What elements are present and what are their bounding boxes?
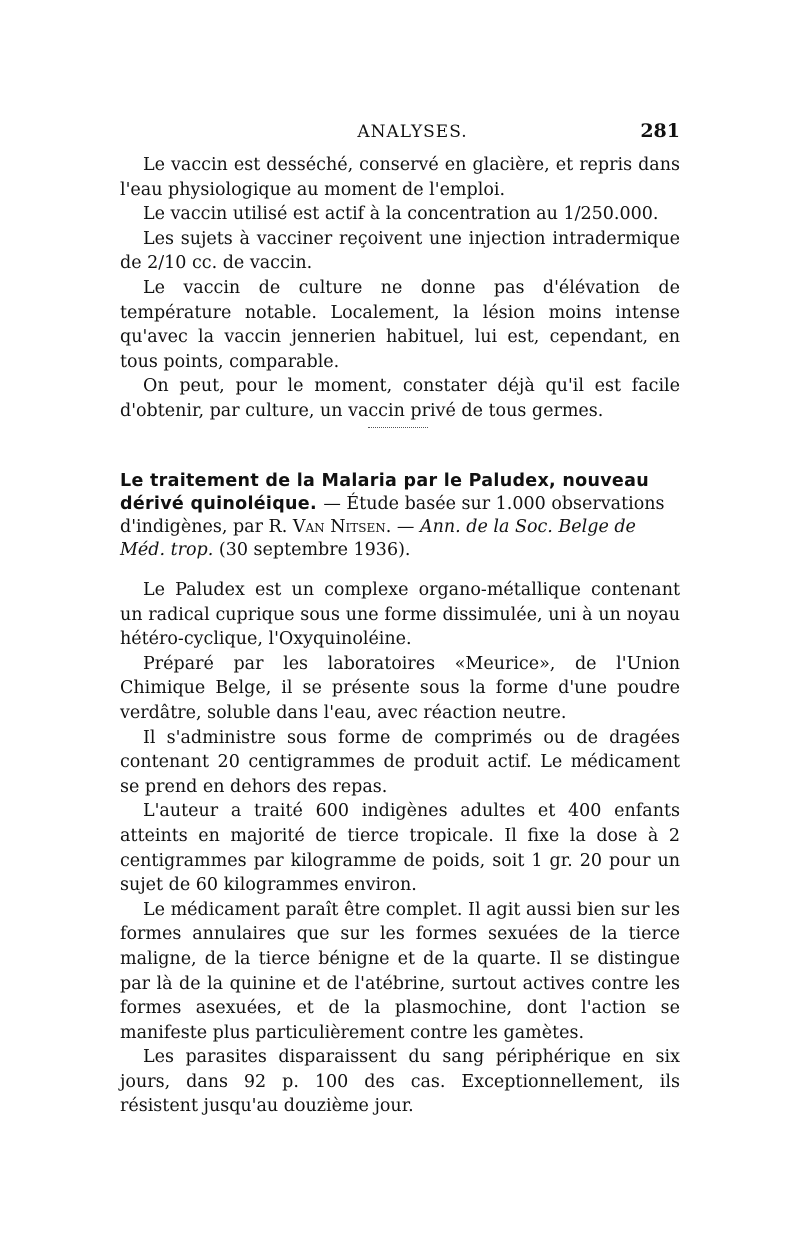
article-author: R. Van Nitsen. — [268, 517, 397, 537]
paragraph: Il s'administre sous forme de comprimés ou de dragées contenant 20 centigrammes de produit actif. Le médicament se prend en dehors des repas. — [120, 727, 680, 797]
article-date: (30 septembre 1936). — [218, 540, 411, 560]
section-divider — [368, 427, 428, 428]
paragraph: Les sujets à vacciner reçoivent une injection intradermique de 2/10 cc. de vaccin. — [120, 228, 680, 274]
article-journal: — Ann. de la Soc. Belge de Méd. trop. — [120, 517, 636, 560]
paragraph: Le vaccin de culture ne donne pas d'élévation de température notable. Localement, la lésion moins intense qu'avec la vaccin jennerien habituel, lui est, cependant, en tous points, comparable. — [120, 277, 680, 372]
page-header — [145, 118, 680, 148]
article-subtitle: — Étude basée sur 1.000 observations d'indigènes, par — [120, 494, 665, 537]
paragraph: Le Paludex est un complexe organo-métallique contenant un radical cuprique sous une forme dissimulée, uni à un noyau hétéro-cyclique, l'Oxyquinoléine. — [120, 580, 680, 650]
paragraph: Le médicament paraît être complet. Il agit aussi bien sur les formes annulaires que sur les formes sexuées de la tierce maligne, de la tierce bénigne et de la quarte. Il se distingue par là de la quinine et de l'atébrine, surtout actives contre les formes asexuées, et de la plasmochine, dont l'action se manifeste plus particulièrement contre les gamètes. — [120, 899, 680, 1043]
article-title: Le traitement de la Malaria par le Paludex, nouveau dérivé quinoléique. — [120, 471, 649, 514]
running-title: ANALYSES. — [357, 122, 468, 142]
article-heading — [120, 470, 680, 562]
paragraph: On peut, pour le moment, constater déjà qu'il est facile d'obtenir, par culture, un vaccin privé de tous germes. — [120, 376, 680, 421]
page-number: 281 — [640, 120, 680, 142]
section-vaccin — [120, 153, 680, 424]
paragraph: L'auteur a traité 600 indigènes adultes et 400 enfants atteints en majorité de tierce tropicale. Il fixe la dose à 2 centigrammes par kilogramme de poids, soit 1 gr. 20 pour un sujet de 60 kilogrammes environ. — [120, 801, 680, 896]
paragraph: Le vaccin utilisé est actif à la concentration au 1/250.000. — [143, 204, 659, 225]
section-paludex — [120, 578, 680, 1119]
paragraph: Le vaccin est desséché, conservé en glacière, et repris dans l'eau physiologique au moment de l'emploi. — [120, 155, 680, 200]
paragraph: Préparé par les laboratoires «Meurice», de l'Union Chimique Belge, il se présente sous la forme d'une poudre verdâtre, soluble dans l'eau, avec réaction neutre. — [120, 653, 680, 723]
paragraph: Les parasites disparaissent du sang périphérique en six jours, dans 92 p. 100 des cas. Exceptionnellement, ils résistent jusqu'au douzième jour. — [120, 1047, 680, 1117]
